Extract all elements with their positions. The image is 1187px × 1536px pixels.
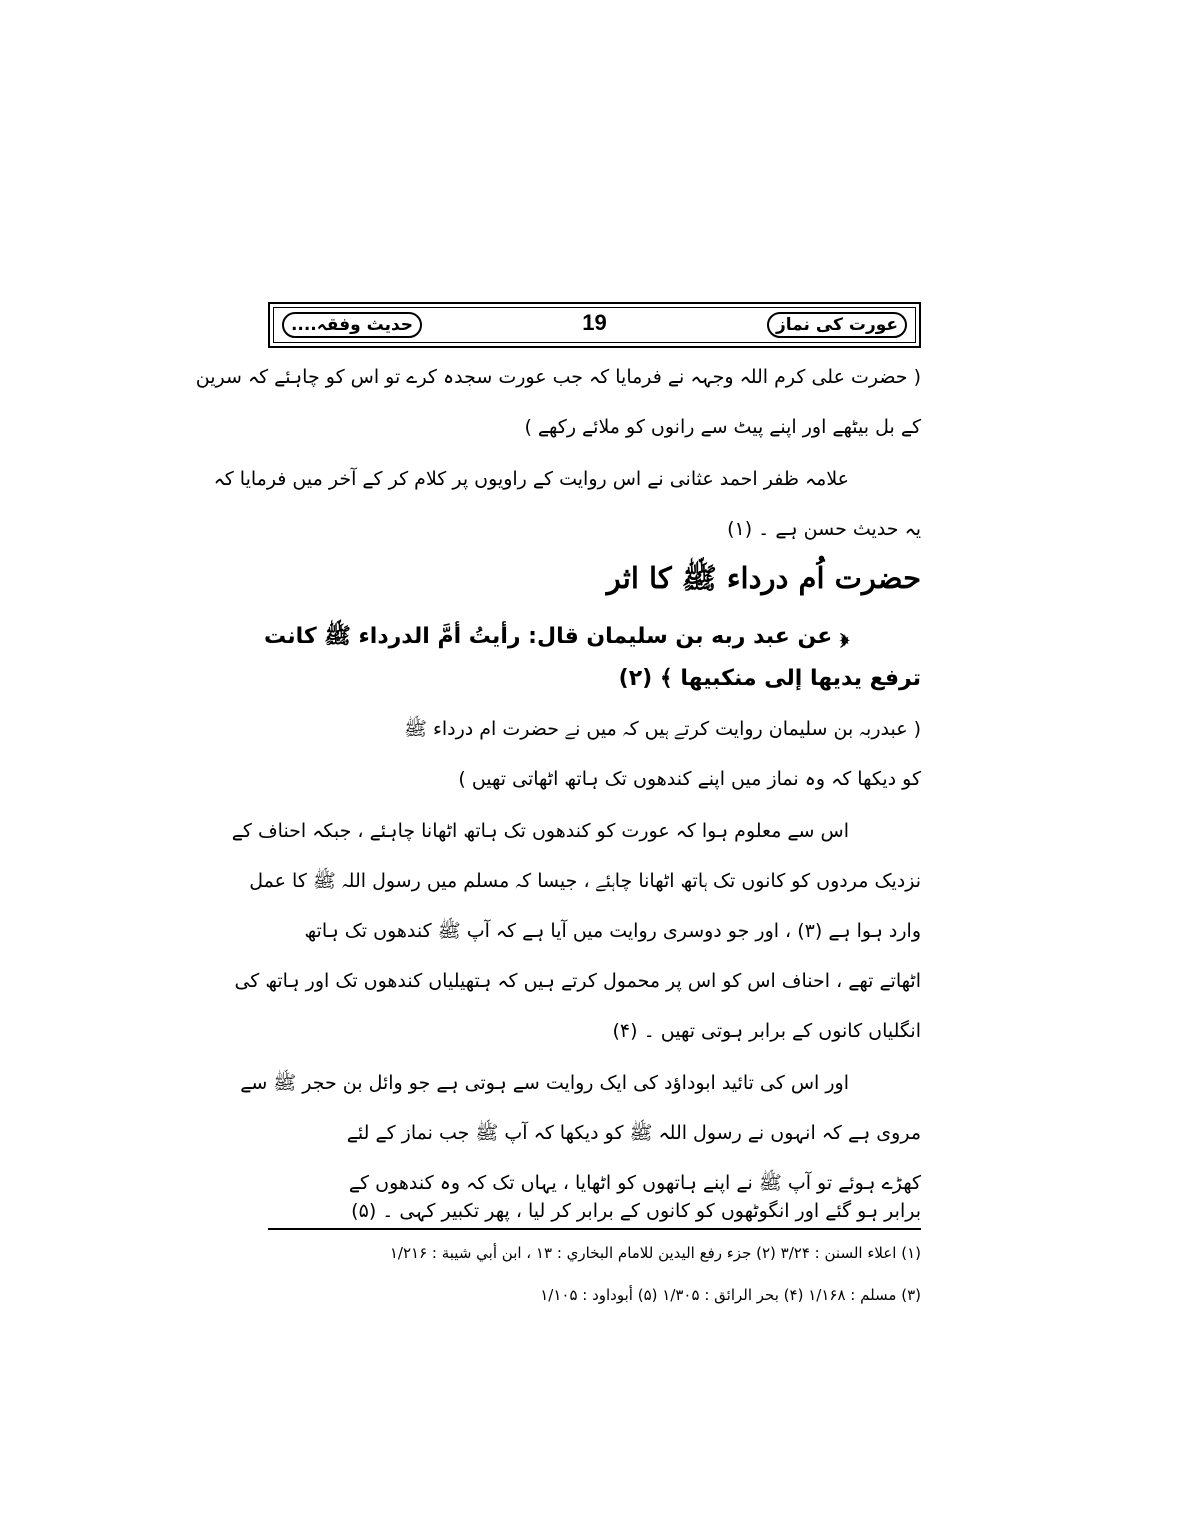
text-line: انگلیاں کانوں کے برابر ہوتی تھیں ۔ (۴) bbox=[612, 1020, 921, 1042]
footnote-divider bbox=[268, 1228, 921, 1230]
arabic-hadith-line: ﴿ عن عبد ربه بن سليمان قال: رأيتُ أمَّ الدرداء ﷺ كانت bbox=[264, 624, 849, 649]
text-line: اور اس کی تائید ابوداؤد کی ایک روایت سے ہوتی ہے جو وائل بن حجر ﷺ سے bbox=[240, 1072, 849, 1094]
footnote-line: (۳) مسلم : ۱/۱۶۸ (۴) بحر الرائق : ۱/۳۰۵ (۵) أبوداود : ۱/۱۰۵ bbox=[540, 1286, 921, 1304]
text-line: مروی ہے کہ انہوں نے رسول اللہ ﷺ کو دیکھا کہ آپ ﷺ جب نماز کے لئے bbox=[346, 1122, 921, 1144]
text-line: کے بل بیٹھے اور اپنے پیٹ سے رانوں کو ملائے رکھے ) bbox=[524, 416, 921, 438]
text-line: اس سے معلوم ہوا کہ عورت کو کندھوں تک ہاتھ اٹھانا چاہئے ، جبکہ احناف کے bbox=[231, 820, 849, 842]
text-line: کھڑے ہوئے تو آپ ﷺ نے اپنے ہاتھوں کو اٹھایا ، یہاں تک کہ وہ کندھوں کے bbox=[348, 1172, 921, 1194]
text-line: علامہ ظفر احمد عثانی نے اس روایت کے راویوں پر کلام کر کے آخر میں فرمایا کہ bbox=[213, 468, 849, 490]
text-line: یہ حدیث حسن ہے ۔ (۱) bbox=[727, 518, 921, 540]
text-line: کو دیکھا کہ وہ نماز میں اپنے کندھوں تک ہاتھ اٹھاتی تھیں ) bbox=[458, 768, 921, 790]
text-line: برابر ہو گئے اور انگوٹھوں کو کانوں کے برابر کر لیا ، پھر تکبیر کہی ۔ (۵) bbox=[351, 1200, 921, 1222]
text-line: وارد ہوا ہے (۳) ، اور جو دوسری روایت میں آیا ہے کہ آپ ﷺ کندھوں تک ہاتھ bbox=[304, 920, 921, 942]
chapter-title: حدیث وفقہ.... bbox=[282, 312, 422, 338]
text-line: ( حضرت علی کرم اللہ وجہہ نے فرمایا کہ جب عورت سجدہ کرے تو اس کو چاہئے کہ سرین bbox=[195, 366, 921, 388]
text-line: نزدیک مردوں کو کانوں تک ہاتھ اٹھانا چاہئے ، جیسا کہ مسلم میں رسول اللہ ﷺ کا عمل bbox=[249, 870, 921, 892]
footnote-line: (۱) اعلاء السنن : ۳/۲۴ (۲) جزء رفع اليدين للامام البخاري : ۱۳ ، ابن أبي شيبة : ۱/۲۱۶ bbox=[389, 1244, 921, 1262]
page-number: 19 bbox=[582, 310, 607, 335]
text-line: ( عبدربہ بن سلیمان روایت کرتے ہیں کہ میں نے حضرت ام درداء ﷺ bbox=[403, 718, 921, 740]
page-content bbox=[195, 302, 921, 1332]
text-line: اٹھاتے تھے ، احناف اس کو اس پر محمول کرتے ہیں کہ ہتھیلیاں کندھوں تک اور ہاتھ کی bbox=[234, 970, 921, 992]
book-title: عورت کی نماز bbox=[767, 312, 907, 338]
page-header bbox=[268, 302, 921, 348]
arabic-hadith-line: ترفع يديها إلى منكبيها ﴾ (۲) bbox=[618, 666, 921, 691]
section-heading: حضرت اُم درداء ﷺ کا اثر bbox=[606, 561, 921, 595]
